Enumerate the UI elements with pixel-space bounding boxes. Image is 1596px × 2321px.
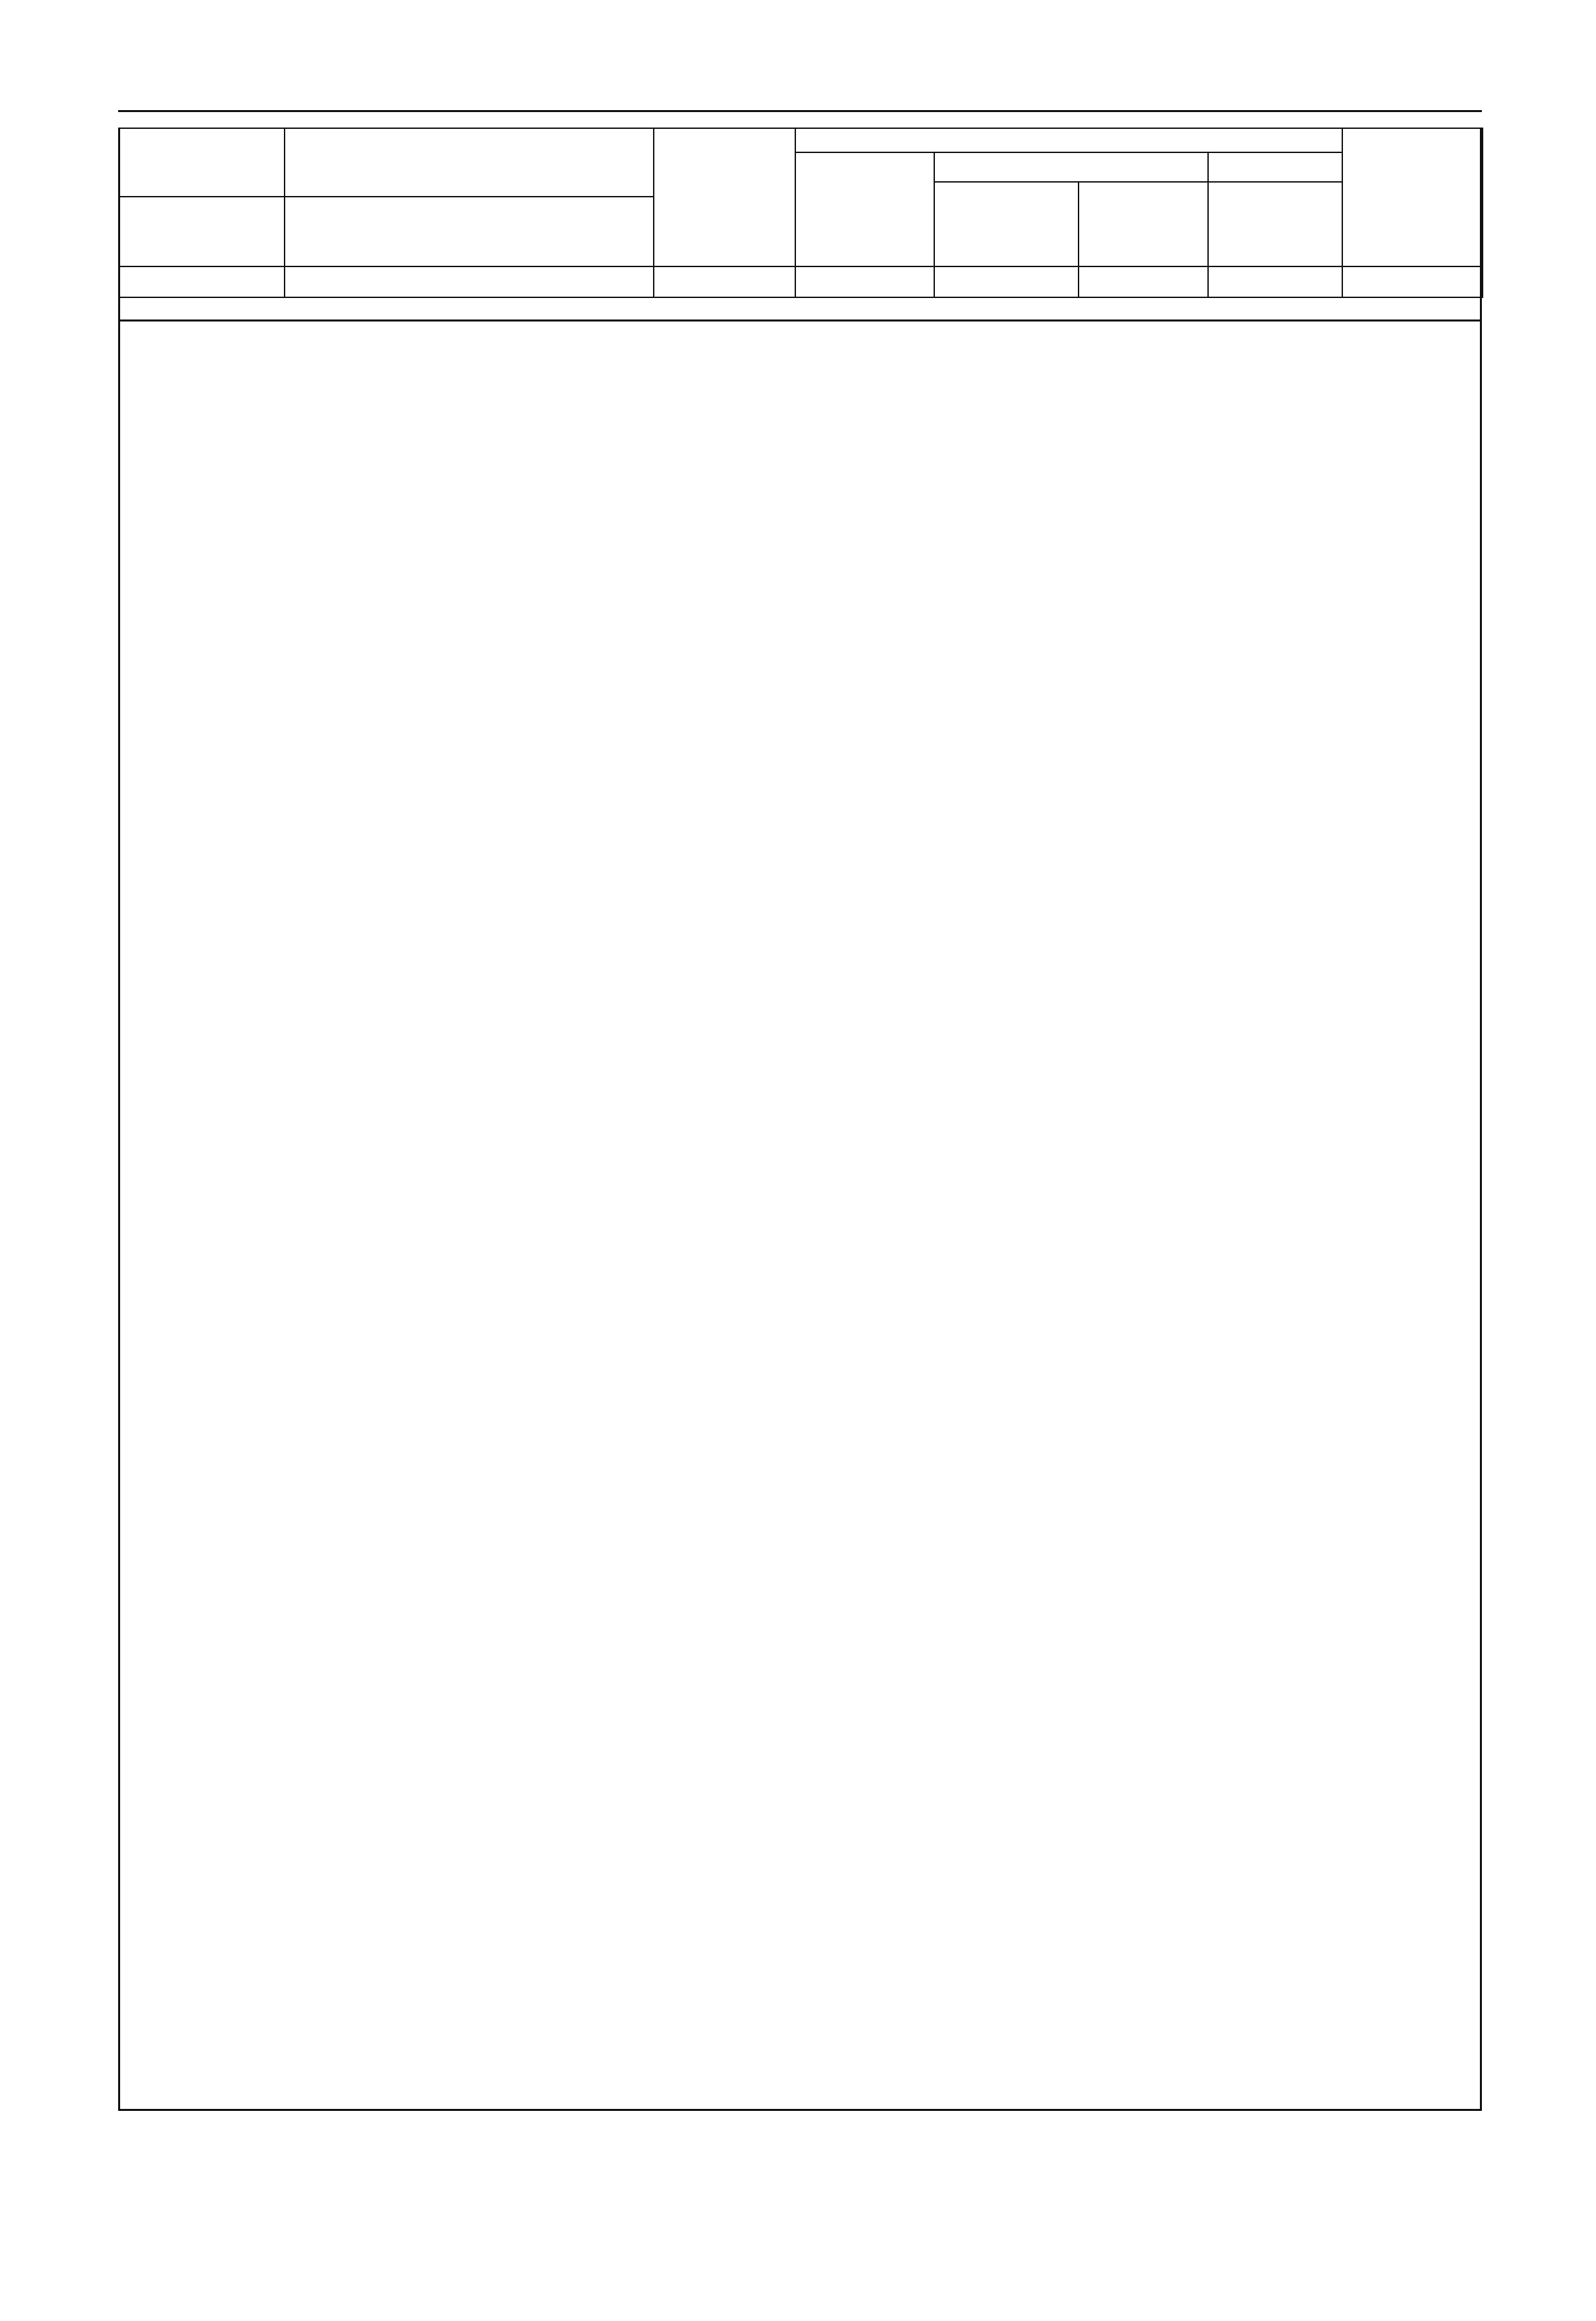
col-vtch bbox=[1079, 182, 1208, 266]
col-ekspl bbox=[934, 152, 1208, 182]
column-header bbox=[118, 128, 1483, 298]
col-rashod bbox=[1208, 182, 1342, 266]
col-naim2 bbox=[285, 197, 654, 266]
col-zatraty bbox=[1342, 128, 1483, 266]
col-oplata bbox=[795, 152, 934, 266]
header-bottom-rule bbox=[118, 319, 1482, 322]
table-frame bbox=[118, 128, 1482, 2111]
col-materialy bbox=[1208, 152, 1342, 182]
col-num-7 bbox=[1208, 266, 1342, 297]
col-num-1 bbox=[119, 266, 285, 297]
col-naim1 bbox=[285, 128, 654, 197]
col-num-8 bbox=[1342, 266, 1483, 297]
col-pryamye bbox=[654, 128, 795, 266]
col-num-5 bbox=[934, 266, 1079, 297]
col-num-3 bbox=[654, 266, 795, 297]
col-kody bbox=[119, 197, 285, 266]
col-num-4 bbox=[795, 266, 934, 297]
page-header bbox=[118, 70, 1482, 105]
col-num-6 bbox=[1079, 266, 1208, 297]
col-num-2 bbox=[285, 266, 654, 297]
col-v-tom bbox=[795, 128, 1342, 152]
col-vsego bbox=[934, 182, 1079, 266]
col-nomera bbox=[119, 128, 285, 197]
header-rule bbox=[118, 110, 1482, 112]
